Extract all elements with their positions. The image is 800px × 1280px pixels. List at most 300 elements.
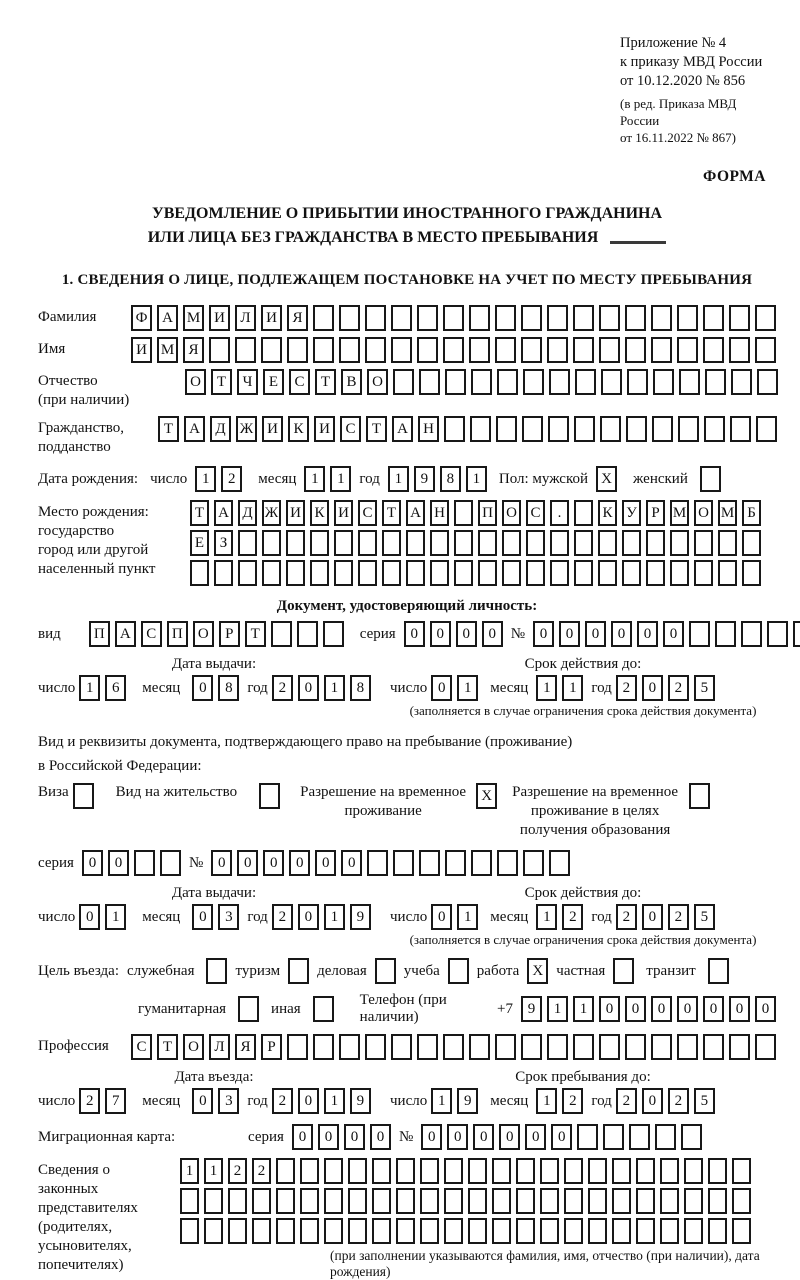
purpose-official-checkbox[interactable] <box>206 958 227 984</box>
char-cell[interactable]: С <box>141 621 162 647</box>
representatives-line-1[interactable] <box>180 1158 776 1184</box>
char-cell[interactable] <box>300 1188 319 1214</box>
char-cell[interactable]: Р <box>261 1034 282 1060</box>
char-cell[interactable] <box>339 305 360 331</box>
char-cell[interactable]: 1 <box>536 675 557 701</box>
identity-issue-month[interactable] <box>192 675 239 701</box>
char-cell[interactable]: 2 <box>616 675 637 701</box>
char-cell[interactable]: 0 <box>341 850 362 876</box>
char-cell[interactable] <box>655 1124 676 1150</box>
char-cell[interactable]: П <box>167 621 188 647</box>
char-cell[interactable] <box>588 1218 607 1244</box>
char-cell[interactable] <box>550 560 569 586</box>
char-cell[interactable] <box>651 1034 672 1060</box>
char-cell[interactable]: Д <box>238 500 257 526</box>
char-cell[interactable] <box>629 1124 650 1150</box>
char-cell[interactable]: 2 <box>228 1158 247 1184</box>
char-cell[interactable] <box>548 416 569 442</box>
char-cell[interactable] <box>372 1218 391 1244</box>
char-cell[interactable] <box>547 305 568 331</box>
char-cell[interactable] <box>598 560 617 586</box>
char-cell[interactable] <box>516 1158 535 1184</box>
char-cell[interactable]: 9 <box>350 904 371 930</box>
birth-place-line-1[interactable] <box>190 500 761 526</box>
char-cell[interactable] <box>310 560 329 586</box>
char-cell[interactable]: 0 <box>298 1088 319 1114</box>
char-cell[interactable]: 1 <box>180 1158 199 1184</box>
surname-input[interactable] <box>131 305 776 331</box>
char-cell[interactable]: 9 <box>350 1088 371 1114</box>
char-cell[interactable] <box>430 530 449 556</box>
char-cell[interactable]: И <box>262 416 283 442</box>
char-cell[interactable] <box>339 337 360 363</box>
char-cell[interactable]: М <box>718 500 737 526</box>
char-cell[interactable] <box>238 560 257 586</box>
char-cell[interactable]: 0 <box>525 1124 546 1150</box>
stay-expiry-day[interactable] <box>431 904 478 930</box>
char-cell[interactable]: К <box>288 416 309 442</box>
char-cell[interactable] <box>286 530 305 556</box>
char-cell[interactable] <box>468 1188 487 1214</box>
char-cell[interactable]: С <box>358 500 377 526</box>
char-cell[interactable]: П <box>89 621 110 647</box>
char-cell[interactable] <box>235 337 256 363</box>
char-cell[interactable]: М <box>670 500 689 526</box>
char-cell[interactable] <box>573 305 594 331</box>
char-cell[interactable] <box>684 1188 703 1214</box>
char-cell[interactable]: 1 <box>388 466 409 492</box>
char-cell[interactable] <box>497 369 518 395</box>
char-cell[interactable] <box>313 1034 334 1060</box>
char-cell[interactable]: 2 <box>79 1088 100 1114</box>
char-cell[interactable] <box>492 1158 511 1184</box>
char-cell[interactable] <box>287 337 308 363</box>
char-cell[interactable]: Т <box>315 369 336 395</box>
stay-issue-day[interactable] <box>79 904 126 930</box>
char-cell[interactable] <box>681 1124 702 1150</box>
char-cell[interactable] <box>732 1158 751 1184</box>
char-cell[interactable] <box>444 1188 463 1214</box>
char-cell[interactable] <box>652 416 673 442</box>
char-cell[interactable]: 2 <box>221 466 242 492</box>
char-cell[interactable] <box>755 305 776 331</box>
char-cell[interactable]: Р <box>646 500 665 526</box>
char-cell[interactable] <box>492 1188 511 1214</box>
char-cell[interactable] <box>715 621 736 647</box>
char-cell[interactable] <box>729 305 750 331</box>
char-cell[interactable]: С <box>340 416 361 442</box>
char-cell[interactable]: 0 <box>192 675 213 701</box>
char-cell[interactable] <box>444 1158 463 1184</box>
citizenship-input[interactable] <box>158 416 777 442</box>
identity-expiry-month[interactable] <box>536 675 583 701</box>
char-cell[interactable]: 0 <box>559 621 580 647</box>
char-cell[interactable] <box>732 1188 751 1214</box>
char-cell[interactable] <box>495 305 516 331</box>
char-cell[interactable] <box>670 560 689 586</box>
char-cell[interactable] <box>420 1188 439 1214</box>
char-cell[interactable]: П <box>478 500 497 526</box>
char-cell[interactable]: Ф <box>131 305 152 331</box>
char-cell[interactable]: У <box>622 500 641 526</box>
char-cell[interactable] <box>310 530 329 556</box>
temp-residence-education-checkbox[interactable] <box>689 783 710 809</box>
char-cell[interactable]: И <box>286 500 305 526</box>
char-cell[interactable]: Ж <box>236 416 257 442</box>
char-cell[interactable]: О <box>193 621 214 647</box>
char-cell[interactable] <box>516 1218 535 1244</box>
char-cell[interactable] <box>348 1158 367 1184</box>
char-cell[interactable]: С <box>526 500 545 526</box>
stay-issue-month[interactable] <box>192 904 239 930</box>
representatives-line-3[interactable] <box>180 1218 776 1244</box>
char-cell[interactable] <box>443 305 464 331</box>
purpose-private-checkbox[interactable] <box>613 958 634 984</box>
char-cell[interactable]: 0 <box>663 621 684 647</box>
char-cell[interactable]: А <box>392 416 413 442</box>
char-cell[interactable] <box>406 560 425 586</box>
entry-day[interactable] <box>79 1088 126 1114</box>
char-cell[interactable]: Ж <box>262 500 281 526</box>
char-cell[interactable] <box>382 530 401 556</box>
char-cell[interactable]: Т <box>190 500 209 526</box>
char-cell[interactable] <box>684 1218 703 1244</box>
char-cell[interactable] <box>478 560 497 586</box>
char-cell[interactable]: О <box>694 500 713 526</box>
char-cell[interactable] <box>564 1158 583 1184</box>
char-cell[interactable] <box>651 305 672 331</box>
char-cell[interactable] <box>694 530 713 556</box>
char-cell[interactable] <box>549 850 570 876</box>
char-cell[interactable]: Т <box>366 416 387 442</box>
char-cell[interactable] <box>708 1158 727 1184</box>
char-cell[interactable]: 9 <box>457 1088 478 1114</box>
char-cell[interactable] <box>286 560 305 586</box>
char-cell[interactable] <box>793 621 800 647</box>
char-cell[interactable] <box>718 560 737 586</box>
char-cell[interactable] <box>574 560 593 586</box>
char-cell[interactable]: И <box>131 337 152 363</box>
char-cell[interactable]: 6 <box>105 675 126 701</box>
char-cell[interactable] <box>612 1188 631 1214</box>
char-cell[interactable] <box>678 416 699 442</box>
char-cell[interactable]: 1 <box>573 996 594 1022</box>
stay-number-input[interactable] <box>211 850 570 876</box>
identity-kind-input[interactable] <box>89 621 344 647</box>
char-cell[interactable]: Ч <box>237 369 258 395</box>
char-cell[interactable] <box>358 530 377 556</box>
char-cell[interactable] <box>471 850 492 876</box>
profession-input[interactable] <box>131 1034 776 1060</box>
char-cell[interactable]: 0 <box>318 1124 339 1150</box>
char-cell[interactable] <box>742 560 761 586</box>
char-cell[interactable] <box>313 337 334 363</box>
char-cell[interactable]: 1 <box>324 904 345 930</box>
char-cell[interactable] <box>526 560 545 586</box>
char-cell[interactable]: 1 <box>536 904 557 930</box>
char-cell[interactable] <box>598 530 617 556</box>
char-cell[interactable] <box>204 1218 223 1244</box>
visa-checkbox[interactable] <box>73 783 94 809</box>
char-cell[interactable]: 0 <box>298 904 319 930</box>
char-cell[interactable] <box>471 369 492 395</box>
char-cell[interactable]: И <box>209 305 230 331</box>
char-cell[interactable] <box>334 560 353 586</box>
birth-year-input[interactable] <box>388 466 487 492</box>
char-cell[interactable] <box>577 1124 598 1150</box>
char-cell[interactable]: О <box>183 1034 204 1060</box>
char-cell[interactable]: М <box>183 305 204 331</box>
char-cell[interactable] <box>599 1034 620 1060</box>
char-cell[interactable] <box>190 560 209 586</box>
char-cell[interactable] <box>731 369 752 395</box>
char-cell[interactable]: 0 <box>677 996 698 1022</box>
char-cell[interactable]: 0 <box>431 904 452 930</box>
char-cell[interactable] <box>708 1218 727 1244</box>
char-cell[interactable] <box>625 305 646 331</box>
char-cell[interactable] <box>588 1188 607 1214</box>
char-cell[interactable]: Т <box>158 416 179 442</box>
char-cell[interactable] <box>540 1218 559 1244</box>
char-cell[interactable]: 2 <box>272 1088 293 1114</box>
char-cell[interactable] <box>660 1158 679 1184</box>
char-cell[interactable]: 5 <box>694 1088 715 1114</box>
char-cell[interactable] <box>358 560 377 586</box>
entry-month[interactable] <box>192 1088 239 1114</box>
purpose-business-checkbox[interactable] <box>375 958 396 984</box>
char-cell[interactable] <box>324 1218 343 1244</box>
char-cell[interactable]: 1 <box>466 466 487 492</box>
purpose-transit-checkbox[interactable] <box>708 958 729 984</box>
char-cell[interactable]: 0 <box>79 904 100 930</box>
char-cell[interactable]: . <box>550 500 569 526</box>
char-cell[interactable] <box>365 305 386 331</box>
stay-until-day[interactable] <box>431 1088 478 1114</box>
char-cell[interactable] <box>323 621 344 647</box>
char-cell[interactable]: 0 <box>298 675 319 701</box>
char-cell[interactable] <box>417 337 438 363</box>
char-cell[interactable]: 1 <box>547 996 568 1022</box>
char-cell[interactable] <box>741 621 762 647</box>
temp-residence-checkbox[interactable]: X <box>476 783 497 809</box>
char-cell[interactable] <box>756 416 777 442</box>
char-cell[interactable]: М <box>157 337 178 363</box>
char-cell[interactable]: Т <box>245 621 266 647</box>
char-cell[interactable]: 0 <box>192 904 213 930</box>
char-cell[interactable]: 9 <box>521 996 542 1022</box>
char-cell[interactable]: Т <box>382 500 401 526</box>
char-cell[interactable]: 0 <box>642 1088 663 1114</box>
char-cell[interactable] <box>502 530 521 556</box>
char-cell[interactable] <box>574 530 593 556</box>
stay-expiry-year[interactable] <box>616 904 715 930</box>
char-cell[interactable] <box>391 337 412 363</box>
char-cell[interactable] <box>622 530 641 556</box>
char-cell[interactable] <box>209 337 230 363</box>
char-cell[interactable]: 0 <box>533 621 554 647</box>
char-cell[interactable] <box>599 337 620 363</box>
char-cell[interactable] <box>612 1218 631 1244</box>
char-cell[interactable]: В <box>341 369 362 395</box>
identity-issue-day[interactable] <box>79 675 126 701</box>
char-cell[interactable] <box>755 337 776 363</box>
char-cell[interactable] <box>204 1188 223 1214</box>
stay-series-input[interactable] <box>82 850 181 876</box>
char-cell[interactable] <box>443 337 464 363</box>
char-cell[interactable]: А <box>406 500 425 526</box>
char-cell[interactable]: 8 <box>440 466 461 492</box>
char-cell[interactable] <box>406 530 425 556</box>
char-cell[interactable]: 0 <box>292 1124 313 1150</box>
char-cell[interactable]: 3 <box>218 904 239 930</box>
birth-day-input[interactable] <box>195 466 242 492</box>
char-cell[interactable] <box>732 1218 751 1244</box>
char-cell[interactable] <box>469 337 490 363</box>
char-cell[interactable]: 0 <box>263 850 284 876</box>
char-cell[interactable] <box>393 850 414 876</box>
char-cell[interactable]: Я <box>183 337 204 363</box>
char-cell[interactable]: 2 <box>668 1088 689 1114</box>
char-cell[interactable]: 1 <box>536 1088 557 1114</box>
char-cell[interactable] <box>689 621 710 647</box>
entry-year[interactable] <box>272 1088 371 1114</box>
char-cell[interactable]: 1 <box>457 904 478 930</box>
char-cell[interactable] <box>419 850 440 876</box>
char-cell[interactable] <box>271 621 292 647</box>
purpose-humanitarian-checkbox[interactable] <box>238 996 259 1022</box>
char-cell[interactable] <box>393 369 414 395</box>
char-cell[interactable] <box>636 1218 655 1244</box>
char-cell[interactable] <box>600 416 621 442</box>
char-cell[interactable] <box>420 1158 439 1184</box>
char-cell[interactable] <box>262 560 281 586</box>
char-cell[interactable]: 0 <box>421 1124 442 1150</box>
char-cell[interactable] <box>677 1034 698 1060</box>
given-name-input[interactable] <box>131 337 776 363</box>
char-cell[interactable]: 0 <box>108 850 129 876</box>
char-cell[interactable] <box>599 305 620 331</box>
char-cell[interactable]: 0 <box>370 1124 391 1150</box>
char-cell[interactable] <box>757 369 778 395</box>
char-cell[interactable]: 5 <box>694 675 715 701</box>
char-cell[interactable] <box>495 337 516 363</box>
migration-number-input[interactable] <box>421 1124 702 1150</box>
char-cell[interactable]: 7 <box>105 1088 126 1114</box>
char-cell[interactable] <box>660 1218 679 1244</box>
char-cell[interactable]: Л <box>209 1034 230 1060</box>
stay-until-month[interactable] <box>536 1088 583 1114</box>
char-cell[interactable]: 0 <box>755 996 776 1022</box>
char-cell[interactable]: Н <box>418 416 439 442</box>
char-cell[interactable]: 2 <box>252 1158 271 1184</box>
char-cell[interactable] <box>262 530 281 556</box>
char-cell[interactable]: Е <box>263 369 284 395</box>
char-cell[interactable] <box>729 1034 750 1060</box>
char-cell[interactable] <box>767 621 788 647</box>
char-cell[interactable]: 2 <box>272 904 293 930</box>
char-cell[interactable] <box>601 369 622 395</box>
char-cell[interactable] <box>625 337 646 363</box>
char-cell[interactable]: О <box>367 369 388 395</box>
char-cell[interactable]: Я <box>235 1034 256 1060</box>
char-cell[interactable] <box>396 1158 415 1184</box>
char-cell[interactable] <box>646 530 665 556</box>
char-cell[interactable]: 0 <box>585 621 606 647</box>
char-cell[interactable] <box>444 1218 463 1244</box>
char-cell[interactable]: 1 <box>324 675 345 701</box>
char-cell[interactable] <box>708 1188 727 1214</box>
char-cell[interactable] <box>521 1034 542 1060</box>
char-cell[interactable]: А <box>184 416 205 442</box>
char-cell[interactable] <box>454 560 473 586</box>
char-cell[interactable] <box>574 416 595 442</box>
char-cell[interactable]: Р <box>219 621 240 647</box>
char-cell[interactable] <box>497 850 518 876</box>
char-cell[interactable]: 0 <box>447 1124 468 1150</box>
char-cell[interactable] <box>469 1034 490 1060</box>
char-cell[interactable] <box>495 1034 516 1060</box>
char-cell[interactable] <box>396 1188 415 1214</box>
char-cell[interactable]: 0 <box>642 675 663 701</box>
char-cell[interactable]: 0 <box>625 996 646 1022</box>
char-cell[interactable] <box>365 1034 386 1060</box>
char-cell[interactable]: 0 <box>642 904 663 930</box>
char-cell[interactable] <box>626 416 647 442</box>
char-cell[interactable]: 1 <box>195 466 216 492</box>
char-cell[interactable]: 2 <box>668 675 689 701</box>
char-cell[interactable]: И <box>261 305 282 331</box>
char-cell[interactable]: 1 <box>79 675 100 701</box>
char-cell[interactable] <box>276 1218 295 1244</box>
char-cell[interactable] <box>300 1218 319 1244</box>
char-cell[interactable]: 0 <box>289 850 310 876</box>
char-cell[interactable]: 5 <box>694 904 715 930</box>
stay-until-year[interactable] <box>616 1088 715 1114</box>
char-cell[interactable]: З <box>214 530 233 556</box>
char-cell[interactable] <box>521 305 542 331</box>
char-cell[interactable] <box>660 1188 679 1214</box>
char-cell[interactable] <box>492 1218 511 1244</box>
char-cell[interactable]: 0 <box>482 621 503 647</box>
char-cell[interactable]: 0 <box>473 1124 494 1150</box>
char-cell[interactable] <box>550 530 569 556</box>
char-cell[interactable] <box>516 1188 535 1214</box>
char-cell[interactable]: А <box>157 305 178 331</box>
char-cell[interactable] <box>180 1218 199 1244</box>
char-cell[interactable]: 2 <box>668 904 689 930</box>
char-cell[interactable]: Н <box>430 500 449 526</box>
identity-expiry-year[interactable] <box>616 675 715 701</box>
char-cell[interactable] <box>444 416 465 442</box>
char-cell[interactable] <box>228 1218 247 1244</box>
identity-expiry-day[interactable] <box>431 675 478 701</box>
char-cell[interactable]: 2 <box>272 675 293 701</box>
char-cell[interactable]: 0 <box>237 850 258 876</box>
representatives-line-2[interactable] <box>180 1188 776 1214</box>
char-cell[interactable] <box>622 560 641 586</box>
char-cell[interactable] <box>679 369 700 395</box>
purpose-work-checkbox[interactable]: X <box>527 958 548 984</box>
char-cell[interactable]: 2 <box>616 904 637 930</box>
char-cell[interactable]: 0 <box>404 621 425 647</box>
char-cell[interactable] <box>261 337 282 363</box>
char-cell[interactable] <box>694 560 713 586</box>
char-cell[interactable] <box>391 305 412 331</box>
char-cell[interactable] <box>443 1034 464 1060</box>
char-cell[interactable] <box>252 1218 271 1244</box>
char-cell[interactable] <box>705 369 726 395</box>
char-cell[interactable] <box>470 416 491 442</box>
